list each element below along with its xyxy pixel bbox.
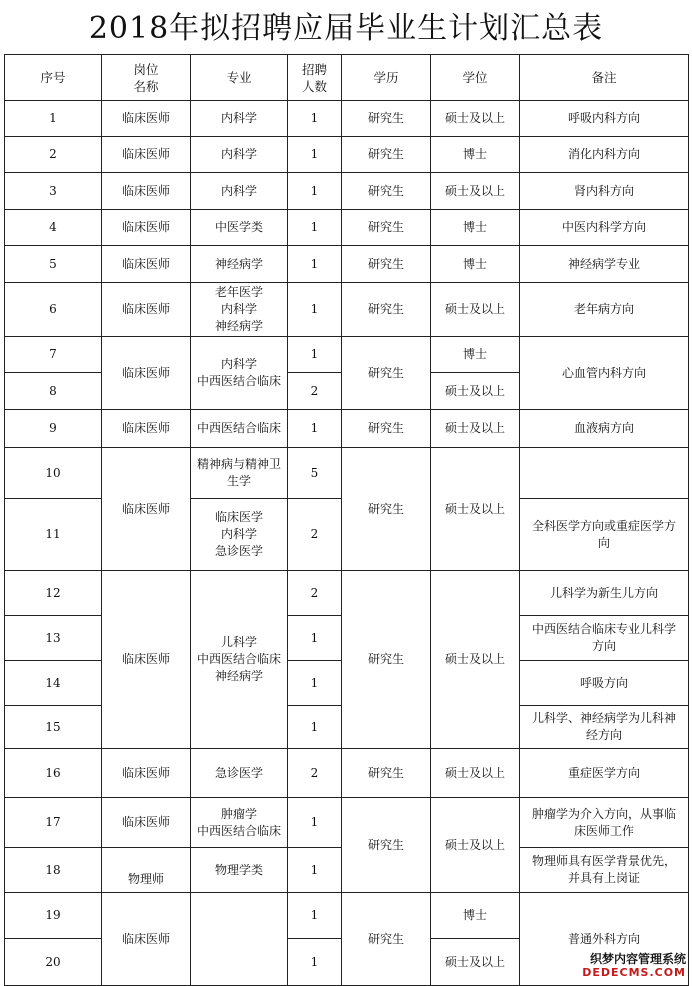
cell-count: 1 (288, 246, 342, 283)
cell-education: 研究生 (342, 246, 431, 283)
cell-major: 中西医结合临床 (191, 410, 288, 448)
header-count: 招聘 人数 (288, 55, 342, 101)
cell-major: 内科学 (191, 173, 288, 210)
cell-note: 呼吸内科方向 (520, 101, 689, 137)
cell-position: 临床医师 (102, 798, 191, 848)
cell-position: 临床医师 (102, 173, 191, 210)
cell-count: 1 (288, 101, 342, 137)
cell-degree: 硕士及以上 (431, 173, 520, 210)
cell-count: 1 (288, 137, 342, 173)
cell-education: 研究生 (342, 173, 431, 210)
cell-no: 8 (5, 373, 102, 410)
table-row (5, 173, 689, 210)
cell-no: 4 (5, 210, 102, 246)
cell-count: 1 (288, 616, 342, 661)
cell-no: 7 (5, 337, 102, 373)
table-row (5, 448, 689, 499)
cell-no: 14 (5, 661, 102, 706)
cell-education: 研究生 (342, 571, 431, 749)
header-note: 备注 (520, 55, 689, 101)
cell-position: 临床医师 (102, 246, 191, 283)
watermark-line-2: DEDECMS.COM (582, 966, 686, 979)
table-row (5, 210, 689, 246)
cell-degree: 硕士及以上 (431, 448, 520, 571)
cell-degree: 硕士及以上 (431, 373, 520, 410)
cell-note: 中西医结合临床专业儿科学 方向 (520, 616, 689, 661)
cell-no: 13 (5, 616, 102, 661)
cell-education: 研究生 (342, 749, 431, 798)
recruitment-table (4, 54, 689, 986)
cell-degree: 博士 (431, 137, 520, 173)
cell-degree: 硕士及以上 (431, 283, 520, 337)
cell-note: 神经病学专业 (520, 246, 689, 283)
cell-no: 3 (5, 173, 102, 210)
header-no: 序号 (5, 55, 102, 101)
watermark (582, 952, 686, 980)
cell-position: 临床医师 (102, 448, 191, 571)
cell-position: 临床医师 (102, 101, 191, 137)
header-education: 学历 (342, 55, 431, 101)
cell-note: 老年病方向 (520, 283, 689, 337)
cell-count: 2 (288, 499, 342, 571)
cell-no: 12 (5, 571, 102, 616)
cell-major: 内科学 中西医结合临床 (191, 337, 288, 410)
table-row (5, 749, 689, 798)
header-degree: 学位 (431, 55, 520, 101)
table-row (5, 283, 689, 337)
cell-degree: 硕士及以上 (431, 939, 520, 986)
cell-no: 6 (5, 283, 102, 337)
cell-education: 研究生 (342, 101, 431, 137)
cell-no: 20 (5, 939, 102, 986)
table-row (5, 798, 689, 848)
cell-degree: 博士 (431, 337, 520, 373)
cell-count: 1 (288, 283, 342, 337)
cell-note: 呼吸方向 (520, 661, 689, 706)
cell-degree: 博士 (431, 210, 520, 246)
cell-major (191, 893, 288, 986)
cell-no: 15 (5, 706, 102, 749)
cell-count: 1 (288, 893, 342, 939)
cell-note: 心血管内科方向 (520, 337, 689, 410)
cell-note: 物理师具有医学背景优先， 并具有上岗证 (520, 848, 689, 893)
cell-no: 17 (5, 798, 102, 848)
cell-note: 全科医学方向或重症医学方 向 (520, 499, 689, 571)
cell-note: 血液病方向 (520, 410, 689, 448)
cell-education: 研究生 (342, 410, 431, 448)
cell-note: 肿瘤学为介入方向，从事临 床医师工作 (520, 798, 689, 848)
cell-count: 2 (288, 749, 342, 798)
watermark-line-1: 织梦内容管理系统 (589, 952, 686, 966)
cell-count: 1 (288, 173, 342, 210)
cell-count: 1 (288, 337, 342, 373)
cell-count: 2 (288, 571, 342, 616)
cell-count: 1 (288, 848, 342, 893)
cell-count: 1 (288, 939, 342, 986)
cell-major: 内科学 (191, 137, 288, 173)
cell-note: 儿科学为新生儿方向 (520, 571, 689, 616)
cell-note: 普通外科方向 (520, 893, 689, 986)
cell-education: 研究生 (342, 210, 431, 246)
header-row (5, 55, 689, 101)
cell-position: 临床医师 (102, 749, 191, 798)
table-row (5, 337, 689, 373)
cell-count: 1 (288, 410, 342, 448)
cell-count: 1 (288, 661, 342, 706)
header-position: 岗位 名称 (102, 55, 191, 101)
cell-no: 11 (5, 499, 102, 571)
cell-degree: 硕士及以上 (431, 749, 520, 798)
cell-position: 临床医师 (102, 137, 191, 173)
cell-count: 1 (288, 210, 342, 246)
cell-note: 儿科学、神经病学为儿科神 经方向 (520, 706, 689, 749)
cell-major: 神经病学 (191, 246, 288, 283)
cell-education: 研究生 (342, 337, 431, 410)
table-row (5, 101, 689, 137)
cell-no: 2 (5, 137, 102, 173)
cell-position: 临床医师 (102, 410, 191, 448)
cell-no: 1 (5, 101, 102, 137)
cell-education: 研究生 (342, 893, 431, 986)
cell-degree: 硕士及以上 (431, 798, 520, 893)
cell-major: 急诊医学 (191, 749, 288, 798)
cell-count: 1 (288, 706, 342, 749)
cell-education: 研究生 (342, 137, 431, 173)
cell-position: 临床医师 (102, 337, 191, 410)
cell-no: 9 (5, 410, 102, 448)
cell-major: 临床医学 内科学 急诊医学 (191, 499, 288, 571)
cell-no: 5 (5, 246, 102, 283)
cell-note (520, 448, 689, 499)
cell-no: 10 (5, 448, 102, 499)
cell-major: 老年医学 内科学 神经病学 (191, 283, 288, 337)
cell-note: 肾内科方向 (520, 173, 689, 210)
cell-position: 临床医师 (102, 210, 191, 246)
cell-position: 临床医师 (102, 571, 191, 749)
cell-degree: 硕士及以上 (431, 410, 520, 448)
table-row (5, 410, 689, 448)
cell-position: 物理师 (102, 848, 191, 893)
cell-no: 16 (5, 749, 102, 798)
cell-count: 2 (288, 373, 342, 410)
cell-major: 肿瘤学 中西医结合临床 (191, 798, 288, 848)
cell-count: 5 (288, 448, 342, 499)
cell-no: 18 (5, 848, 102, 893)
cell-education: 研究生 (342, 798, 431, 893)
table-row (5, 571, 689, 616)
cell-major: 精神病与精神卫 生学 (191, 448, 288, 499)
table-row (5, 893, 689, 939)
cell-education: 研究生 (342, 283, 431, 337)
cell-degree: 硕士及以上 (431, 101, 520, 137)
cell-degree: 硕士及以上 (431, 571, 520, 749)
cell-count: 1 (288, 798, 342, 848)
cell-note: 消化内科方向 (520, 137, 689, 173)
cell-note: 重症医学方向 (520, 749, 689, 798)
cell-no: 19 (5, 893, 102, 939)
cell-degree: 博士 (431, 893, 520, 939)
cell-education: 研究生 (342, 448, 431, 571)
table-row (5, 137, 689, 173)
cell-major: 中医学类 (191, 210, 288, 246)
document-title: 2018年拟招聘应届毕业生计划汇总表 (88, 11, 604, 46)
table-row (5, 246, 689, 283)
cell-position: 临床医师 (102, 893, 191, 986)
header-major: 专业 (191, 55, 288, 101)
cell-note: 中医内科学方向 (520, 210, 689, 246)
cell-major: 物理学类 (191, 848, 288, 893)
cell-major: 内科学 (191, 101, 288, 137)
cell-degree: 博士 (431, 246, 520, 283)
cell-position: 临床医师 (102, 283, 191, 337)
cell-major: 儿科学 中西医结合临床 神经病学 (191, 571, 288, 749)
